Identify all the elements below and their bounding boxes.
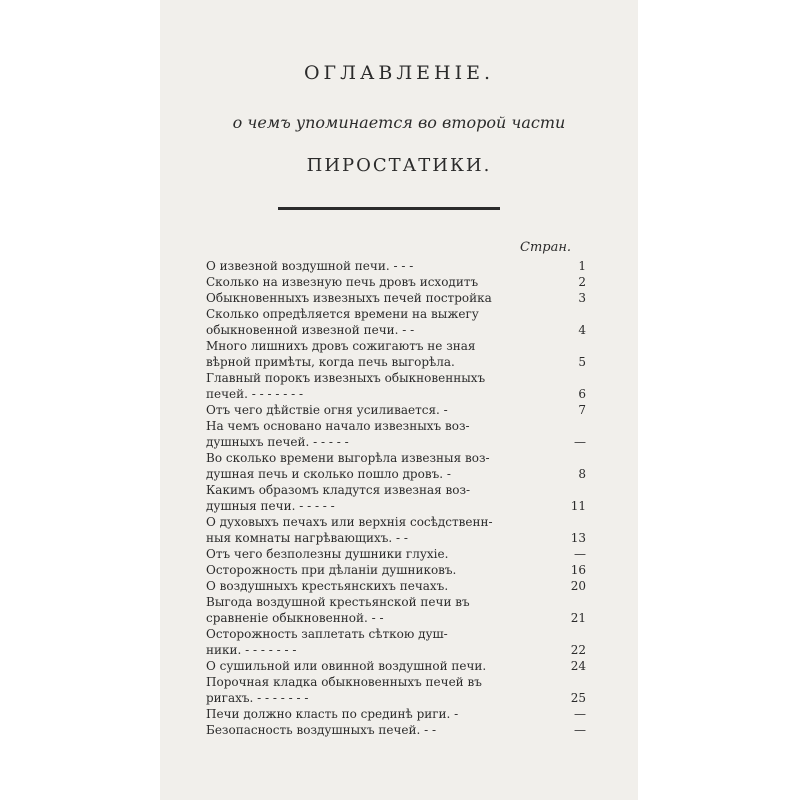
toc-entry-text: Главный порокъ извезныхъ обыкновенныхъ печей. - - - - - - - (206, 371, 486, 401)
toc-entry-page: 24 (570, 659, 586, 673)
table-of-contents (206, 258, 586, 738)
toc-entry (206, 482, 586, 514)
toc-entry (206, 450, 586, 482)
toc-entry-text: Сколько опредѣляется времени на выжегу обыкновенной извезной печи. - - (206, 307, 479, 337)
toc-entry-text: На чемъ основано начало извезныхъ воз- душныхъ печей. - - - - - (206, 419, 470, 449)
toc-entry-text: Выгода воздушной крестьянской печи въ сравненіе обыкновенной. - - (206, 595, 470, 625)
toc-entry-page: — (574, 547, 586, 561)
toc-entry-page: — (574, 723, 586, 737)
toc-entry-page: 4 (578, 323, 586, 337)
toc-entry (206, 594, 586, 626)
toc-entry-page: 8 (578, 467, 586, 481)
toc-entry-page: 5 (578, 355, 586, 369)
toc-entry (206, 370, 586, 402)
contents-heading: ОГЛАВЛЕНІЕ. (303, 62, 495, 84)
toc-entry-page: 20 (570, 579, 586, 593)
toc-entry-text: Отъ чего безполезны душники глухіе. (206, 547, 449, 561)
toc-entry (206, 290, 586, 306)
toc-entry-text: Безопасность воздушныхъ печей. - - (206, 723, 437, 737)
toc-entry-text: Осторожность заплетать сѣткою душ- ники. - - - - - - - (206, 627, 448, 657)
toc-entry-text: О извезной воздушной печи. - - - (206, 259, 414, 273)
toc-entry (206, 562, 586, 578)
toc-entry-text: Обыкновенныхъ извезныхъ печей постройка (206, 291, 492, 305)
toc-entry (206, 658, 586, 674)
toc-entry-page: 7 (578, 403, 586, 417)
contents-subheading: о чемъ упоминается во второй части (232, 113, 566, 132)
toc-entry (206, 546, 586, 562)
toc-entry-page: 2 (578, 275, 586, 289)
work-title: ПИРОСТАТИКИ. (306, 155, 492, 176)
toc-entry-page: 11 (570, 499, 586, 513)
toc-entry-text: Во сколько времени выгорѣла извезныя воз- душная печь и сколько пошло дровъ. - (206, 451, 490, 481)
toc-entry-text: Осторожность при дѣланіи душниковъ. (206, 563, 457, 577)
toc-entry (206, 514, 586, 546)
toc-entry (206, 274, 586, 290)
toc-entry (206, 258, 586, 274)
toc-entry (206, 578, 586, 594)
toc-entry-text: Сколько на извезную печь дровъ исходитъ (206, 275, 479, 289)
toc-entry-page: 21 (570, 611, 586, 625)
toc-entry (206, 706, 586, 722)
toc-entry-page: 25 (570, 691, 586, 705)
toc-entry-text: Много лишнихъ дровъ сожигаютъ не зная вѣрной примѣты, когда печь выгорѣла. (206, 339, 476, 369)
toc-entry (206, 306, 586, 338)
toc-entry-text: Порочная кладка обыкновенныхъ печей въ ригахъ. - - - - - - - (206, 675, 482, 705)
toc-entry-page: 22 (570, 643, 586, 657)
toc-entry-page: — (574, 435, 586, 449)
toc-entry-page: 1 (578, 259, 586, 273)
toc-entry-page: 3 (578, 291, 586, 305)
toc-entry (206, 626, 586, 658)
toc-entry (206, 338, 586, 370)
toc-entry-page: 6 (578, 387, 586, 401)
toc-entry-text: О воздушныхъ крестьянскихъ печахъ. (206, 579, 449, 593)
toc-entry-text: Печи должно класть по срединѣ риги. - (206, 707, 459, 721)
toc-entry-text: О духовыхъ печахъ или верхнія сосѣдственн- ныя комнаты нагрѣвающихъ. - - (206, 515, 493, 545)
book-page (160, 0, 638, 800)
toc-entry (206, 402, 586, 418)
toc-entry-text: Отъ чего дѣйствіе огня усиливается. - (206, 403, 448, 417)
toc-entry (206, 674, 586, 706)
divider-rule (278, 207, 500, 210)
toc-entry (206, 722, 586, 738)
toc-entry-text: О сушильной или овинной воздушной печи. (206, 659, 487, 673)
toc-entry (206, 418, 586, 450)
page-column-label: Стран. (520, 240, 572, 255)
toc-entry-page: 16 (570, 563, 586, 577)
toc-entry-page: — (574, 707, 586, 721)
toc-entry-text: Какимъ образомъ кладутся извезная воз- душныя печи. - - - - - (206, 483, 471, 513)
toc-entry-page: 13 (570, 531, 586, 545)
